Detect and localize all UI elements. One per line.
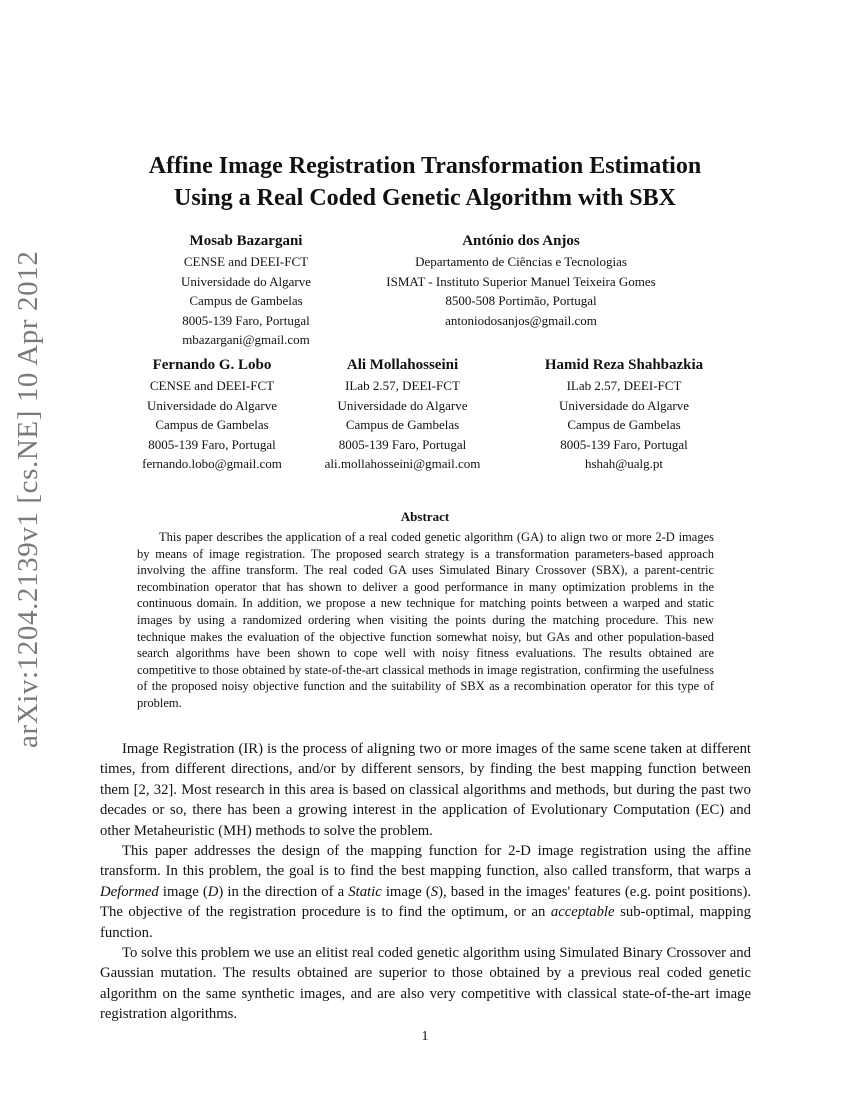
abstract-text: This paper describes the application of a real coded genetic algorithm (GA) to align two or more 2-D images by means of image registration. The proposed search strategy is a transformation parameters-based approach involving the affine transform. The real coded GA uses Simulated Binary Crossover (SBX), a parent-centric recombination operator that has shown to deliver a good performance in many optimization problems in the continuous domain. In addition, we propose a new technique for matching points between a warped and static images by using a randomized ordering when visiting the points during the matching procedure. This new technique makes the evaluation of the objective function somewhat noisy, but GAs and other population-based search algorithms have been shown to cope well with noisy fitness evaluations. The results obtained are competitive to those obtained by state-of-the-art classical methods in image registration, confirming the usefulness of the proposed noisy objective function and the suitability of SBX as a recombination operator for this type of problem. <box>137 530 714 710</box>
author-email: fernando.lobo@gmail.com <box>142 456 282 472</box>
emphasis-deformed: Deformed <box>100 883 159 900</box>
text-run: ) in the direction of a <box>218 883 349 900</box>
emphasis-static: Static <box>348 883 382 900</box>
author-address-line: 8500-508 Portimão, Portugal <box>445 293 597 309</box>
emphasis-acceptable: acceptable <box>550 904 615 921</box>
author-block-lobo <box>112 355 312 474</box>
text-run: sub-optimal, mapping function. <box>100 904 751 941</box>
author-email: hshah@ualg.pt <box>584 456 664 472</box>
author-affiliation-line: ISMAT - Instituto Superior Manuel Teixeira Gomes <box>386 273 656 289</box>
author-affiliation-line: Universidade do Algarve <box>147 397 277 413</box>
author-address-line: 8005-139 Faro, Portugal <box>182 312 310 328</box>
author-name: Fernando G. Lobo <box>152 357 272 373</box>
author-name: Mosab Bazargani <box>189 233 303 249</box>
author-address-line: 8005-139 Faro, Portugal <box>338 436 467 452</box>
author-email: ali.mollahosseini@gmail.com <box>324 456 481 472</box>
author-block-bazargani <box>146 231 346 350</box>
introduction-body <box>100 739 751 1025</box>
author-affiliation-line: ILab 2.57, DEEI-FCT <box>345 378 460 393</box>
author-affiliation-line: ILab 2.57, DEEI-FCT <box>566 378 682 393</box>
author-affiliation-line: CENSE and DEEI-FCT <box>183 254 309 269</box>
title-line-2: Using a Real Coded Genetic Algorithm with SBX <box>173 185 676 211</box>
author-email: antoniodosanjos@gmail.com <box>445 312 597 328</box>
page-number: 1 <box>421 1029 429 1044</box>
author-affiliation-line: Universidade do Algarve <box>181 273 311 289</box>
body-paragraph: Image Registration (IR) is the process of aligning two or more images of the same scene taken at different times, from different directions, and/or by different sensors, by finding the best mapping function between them [2, 32]. Most research in this area is based on classical algorithms and methods, but during the past two decades or so, there has been a growing interest in the application of Evolutionary Computation (EC) and other Metaheuristic (MH) methods to solve the problem. <box>100 741 751 839</box>
author-email: mbazargani@gmail.com <box>182 332 310 348</box>
author-affiliation-line: Campus de Gambelas <box>567 417 681 433</box>
text-run: This paper addresses the design of the mapping function for 2-D image registration using the affine transform. In this problem, the goal is to find the best mapping function, also called transform, that warps a <box>100 843 751 880</box>
author-name: António dos Anjos <box>462 233 580 249</box>
abstract-heading: Abstract <box>400 509 450 524</box>
author-block-dos-anjos <box>350 231 692 330</box>
author-affiliation-line: Campus de Gambelas <box>345 417 460 433</box>
author-block-mollahosseini <box>300 355 505 474</box>
title-line-1: Affine Image Registration Transformation Estimation <box>148 153 702 179</box>
body-paragraph: To solve this problem we use an elitist real coded genetic algorithm using Simulated Binary Crossover and Gaussian mutation. The results obtained are superior to those obtained by a previous real coded genetic algorithm on the same synthetic images, and are also very competitive with classical state-of-the-art image registration algorithms. <box>100 945 751 1023</box>
author-affiliation-line: Campus de Gambelas <box>155 417 269 433</box>
paper-title <box>60 150 790 214</box>
author-name: Ali Mollahosseini <box>346 357 459 373</box>
arxiv-identifier-stamp: arXiv:1204.2139v1 [cs.NE] 10 Apr 2012 <box>12 250 44 748</box>
author-address-line: 8005-139 Faro, Portugal <box>560 436 688 452</box>
author-affiliation-line: CENSE and DEEI-FCT <box>149 378 275 393</box>
text-run: image ( <box>381 883 431 900</box>
author-block-shahbazkia <box>510 355 738 474</box>
author-affiliation-line: Universidade do Algarve <box>337 397 468 413</box>
author-affiliation-line: Departamento de Ciências e Tecnologias <box>415 254 627 269</box>
text-run: ), based in the images' features (e.g. point positions). The objective of the registration procedure is to find the optimum, or an <box>100 883 752 921</box>
body-paragraph <box>100 841 751 943</box>
text-run: image ( <box>158 883 208 900</box>
author-name: Hamid Reza Shahbazkia <box>544 357 704 373</box>
author-affiliation-line: Universidade do Algarve <box>559 397 689 413</box>
math-symbol-d: D <box>207 883 219 900</box>
math-symbol-s: S <box>430 883 439 900</box>
author-address-line: 8005-139 Faro, Portugal <box>148 436 276 452</box>
author-affiliation-line: Campus de Gambelas <box>189 293 303 309</box>
